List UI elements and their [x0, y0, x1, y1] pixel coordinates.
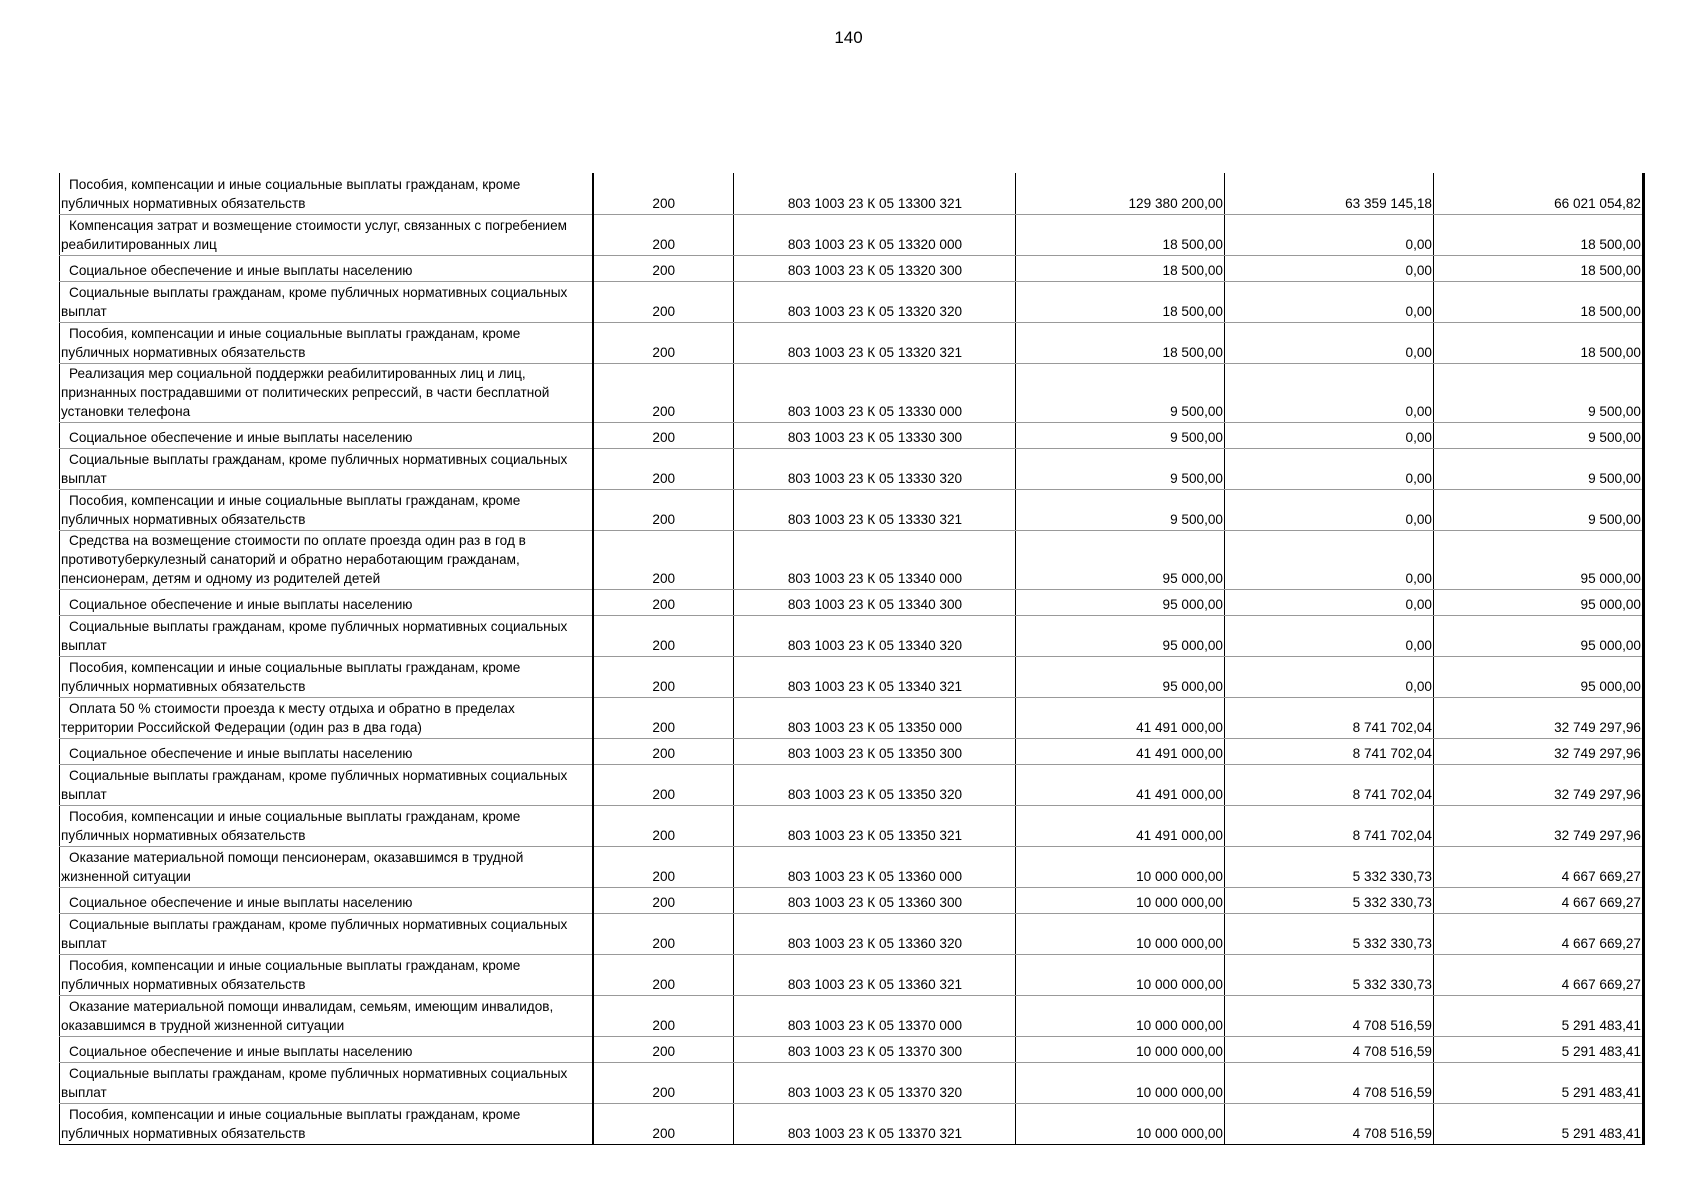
row-remaining-amount: 4 667 669,27	[1434, 887, 1644, 913]
row-remaining-amount: 9 500,00	[1434, 489, 1644, 530]
table-row	[60, 954, 1644, 995]
row-budget-classification-code: 803 1003 23 К 05 13360 320	[734, 913, 1016, 954]
row-budget-classification-code: 803 1003 23 К 05 13370 320	[734, 1062, 1016, 1103]
row-approved-amount: 41 491 000,00	[1016, 764, 1225, 805]
row-budget-classification-code: 803 1003 23 К 05 13360 321	[734, 954, 1016, 995]
row-remaining-amount: 9 500,00	[1434, 363, 1644, 422]
row-budget-classification-code: 803 1003 23 К 05 13320 320	[734, 281, 1016, 322]
row-budget-classification-code: 803 1003 23 К 05 13370 000	[734, 995, 1016, 1036]
row-executed-amount: 5 332 330,73	[1225, 913, 1434, 954]
row-budget-classification-code: 803 1003 23 К 05 13300 321	[734, 173, 1016, 214]
row-approved-amount: 9 500,00	[1016, 448, 1225, 489]
row-name: Пособия, компенсации и иные социальные выплаты гражданам, кроме публичных нормативных обязательств	[60, 656, 593, 697]
row-remaining-amount: 95 000,00	[1434, 589, 1644, 615]
row-executed-amount: 8 741 702,04	[1225, 805, 1434, 846]
row-approved-amount: 10 000 000,00	[1016, 995, 1225, 1036]
row-line-code: 200	[593, 764, 734, 805]
row-line-code: 200	[593, 173, 734, 214]
row-line-code: 200	[593, 995, 734, 1036]
row-name: Средства на возмещение стоимости по оплате проезда один раз в год в противотуберкулезный санаторий и обратно неработающим гражданам, пенсионерам, детям и одному из родителей детей	[60, 530, 593, 589]
page-number: 140	[834, 28, 863, 47]
row-executed-amount: 0,00	[1225, 530, 1434, 589]
table-row	[60, 615, 1644, 656]
row-remaining-amount: 4 667 669,27	[1434, 846, 1644, 887]
table-row	[60, 738, 1644, 764]
row-executed-amount: 0,00	[1225, 281, 1434, 322]
row-executed-amount: 0,00	[1225, 422, 1434, 448]
row-approved-amount: 41 491 000,00	[1016, 697, 1225, 738]
row-remaining-amount: 5 291 483,41	[1434, 1062, 1644, 1103]
row-line-code: 200	[593, 489, 734, 530]
row-remaining-amount: 18 500,00	[1434, 255, 1644, 281]
row-name: Пособия, компенсации и иные социальные выплаты гражданам, кроме публичных нормативных обязательств	[60, 489, 593, 530]
row-budget-classification-code: 803 1003 23 К 05 13340 321	[734, 656, 1016, 697]
row-remaining-amount: 32 749 297,96	[1434, 764, 1644, 805]
row-line-code: 200	[593, 322, 734, 363]
row-name: Пособия, компенсации и иные социальные выплаты гражданам, кроме публичных нормативных обязательств	[60, 1103, 593, 1144]
table-row	[60, 1103, 1644, 1144]
row-line-code: 200	[593, 615, 734, 656]
row-name: Пособия, компенсации и иные социальные выплаты гражданам, кроме публичных нормативных обязательств	[60, 173, 593, 214]
row-line-code: 200	[593, 738, 734, 764]
row-remaining-amount: 32 749 297,96	[1434, 697, 1644, 738]
row-approved-amount: 41 491 000,00	[1016, 805, 1225, 846]
row-budget-classification-code: 803 1003 23 К 05 13350 321	[734, 805, 1016, 846]
table-row	[60, 1036, 1644, 1062]
row-budget-classification-code: 803 1003 23 К 05 13330 000	[734, 363, 1016, 422]
row-line-code: 200	[593, 846, 734, 887]
row-budget-classification-code: 803 1003 23 К 05 13360 000	[734, 846, 1016, 887]
table-row	[60, 281, 1644, 322]
row-budget-classification-code: 803 1003 23 К 05 13330 320	[734, 448, 1016, 489]
row-remaining-amount: 9 500,00	[1434, 422, 1644, 448]
row-name: Реализация мер социальной поддержки реабилитированных лиц и лиц, признанных пострадавшими от политических репрессий, в части бесплатной установки телефона	[60, 363, 593, 422]
row-approved-amount: 95 000,00	[1016, 589, 1225, 615]
table-row	[60, 214, 1644, 255]
row-name: Компенсация затрат и возмещение стоимости услуг, связанных с погребением реабилитированных лиц	[60, 214, 593, 255]
row-approved-amount: 10 000 000,00	[1016, 1036, 1225, 1062]
table-row	[60, 697, 1644, 738]
row-remaining-amount: 32 749 297,96	[1434, 738, 1644, 764]
row-name: Пособия, компенсации и иные социальные выплаты гражданам, кроме публичных нормативных обязательств	[60, 954, 593, 995]
row-name: Социальное обеспечение и иные выплаты населению	[60, 255, 593, 281]
row-name: Социальные выплаты гражданам, кроме публичных нормативных социальных выплат	[60, 764, 593, 805]
row-approved-amount: 18 500,00	[1016, 322, 1225, 363]
row-line-code: 200	[593, 422, 734, 448]
row-budget-classification-code: 803 1003 23 К 05 13320 321	[734, 322, 1016, 363]
table-row	[60, 805, 1644, 846]
row-line-code: 200	[593, 887, 734, 913]
row-budget-classification-code: 803 1003 23 К 05 13350 320	[734, 764, 1016, 805]
row-executed-amount: 5 332 330,73	[1225, 846, 1434, 887]
row-line-code: 200	[593, 1062, 734, 1103]
row-budget-classification-code: 803 1003 23 К 05 13320 300	[734, 255, 1016, 281]
row-line-code: 200	[593, 363, 734, 422]
row-line-code: 200	[593, 1103, 734, 1144]
row-remaining-amount: 4 667 669,27	[1434, 913, 1644, 954]
row-approved-amount: 95 000,00	[1016, 530, 1225, 589]
row-approved-amount: 18 500,00	[1016, 255, 1225, 281]
row-approved-amount: 95 000,00	[1016, 656, 1225, 697]
row-budget-classification-code: 803 1003 23 К 05 13350 000	[734, 697, 1016, 738]
row-name: Социальные выплаты гражданам, кроме публичных нормативных социальных выплат	[60, 913, 593, 954]
row-executed-amount: 5 332 330,73	[1225, 887, 1434, 913]
table-row	[60, 322, 1644, 363]
row-approved-amount: 10 000 000,00	[1016, 1062, 1225, 1103]
table-row	[60, 764, 1644, 805]
row-budget-classification-code: 803 1003 23 К 05 13320 000	[734, 214, 1016, 255]
row-executed-amount: 0,00	[1225, 489, 1434, 530]
row-approved-amount: 95 000,00	[1016, 615, 1225, 656]
row-line-code: 200	[593, 589, 734, 615]
row-remaining-amount: 95 000,00	[1434, 615, 1644, 656]
row-executed-amount: 63 359 145,18	[1225, 173, 1434, 214]
row-name: Оказание материальной помощи пенсионерам, оказавшимся в трудной жизненной ситуации	[60, 846, 593, 887]
budget-execution-table	[59, 173, 1645, 1145]
row-line-code: 200	[593, 255, 734, 281]
row-remaining-amount: 9 500,00	[1434, 448, 1644, 489]
table-row	[60, 363, 1644, 422]
row-budget-classification-code: 803 1003 23 К 05 13340 000	[734, 530, 1016, 589]
row-approved-amount: 9 500,00	[1016, 363, 1225, 422]
row-executed-amount: 8 741 702,04	[1225, 764, 1434, 805]
row-line-code: 200	[593, 954, 734, 995]
row-name: Оплата 50 % стоимости проезда к месту отдыха и обратно в пределах территории Российской Федерации (один раз в два года)	[60, 697, 593, 738]
table-row	[60, 846, 1644, 887]
row-executed-amount: 0,00	[1225, 589, 1434, 615]
table-row	[60, 887, 1644, 913]
table-row	[60, 913, 1644, 954]
row-name: Социальные выплаты гражданам, кроме публичных нормативных социальных выплат	[60, 615, 593, 656]
row-remaining-amount: 4 667 669,27	[1434, 954, 1644, 995]
row-line-code: 200	[593, 1036, 734, 1062]
row-executed-amount: 4 708 516,59	[1225, 1062, 1434, 1103]
row-line-code: 200	[593, 448, 734, 489]
table-row	[60, 1062, 1644, 1103]
row-approved-amount: 18 500,00	[1016, 281, 1225, 322]
table-row	[60, 448, 1644, 489]
row-name: Пособия, компенсации и иные социальные выплаты гражданам, кроме публичных нормативных обязательств	[60, 805, 593, 846]
table-row	[60, 489, 1644, 530]
row-budget-classification-code: 803 1003 23 К 05 13370 321	[734, 1103, 1016, 1144]
row-remaining-amount: 18 500,00	[1434, 322, 1644, 363]
row-name: Социальные выплаты гражданам, кроме публичных нормативных социальных выплат	[60, 281, 593, 322]
row-executed-amount: 0,00	[1225, 363, 1434, 422]
row-budget-classification-code: 803 1003 23 К 05 13340 320	[734, 615, 1016, 656]
row-remaining-amount: 5 291 483,41	[1434, 1036, 1644, 1062]
row-executed-amount: 0,00	[1225, 615, 1434, 656]
row-executed-amount: 4 708 516,59	[1225, 1036, 1434, 1062]
row-approved-amount: 10 000 000,00	[1016, 913, 1225, 954]
row-executed-amount: 0,00	[1225, 214, 1434, 255]
row-approved-amount: 10 000 000,00	[1016, 1103, 1225, 1144]
row-line-code: 200	[593, 281, 734, 322]
row-name: Социальное обеспечение и иные выплаты населению	[60, 589, 593, 615]
row-remaining-amount: 32 749 297,96	[1434, 805, 1644, 846]
row-executed-amount: 4 708 516,59	[1225, 995, 1434, 1036]
row-executed-amount: 8 741 702,04	[1225, 738, 1434, 764]
table-row	[60, 995, 1644, 1036]
row-approved-amount: 18 500,00	[1016, 214, 1225, 255]
row-executed-amount: 4 708 516,59	[1225, 1103, 1434, 1144]
row-approved-amount: 41 491 000,00	[1016, 738, 1225, 764]
row-executed-amount: 0,00	[1225, 322, 1434, 363]
row-approved-amount: 10 000 000,00	[1016, 846, 1225, 887]
row-budget-classification-code: 803 1003 23 К 05 13340 300	[734, 589, 1016, 615]
table-row	[60, 422, 1644, 448]
row-line-code: 200	[593, 656, 734, 697]
row-executed-amount: 0,00	[1225, 656, 1434, 697]
row-remaining-amount: 66 021 054,82	[1434, 173, 1644, 214]
row-remaining-amount: 18 500,00	[1434, 281, 1644, 322]
row-executed-amount: 8 741 702,04	[1225, 697, 1434, 738]
row-remaining-amount: 5 291 483,41	[1434, 1103, 1644, 1144]
table-row	[60, 656, 1644, 697]
row-name: Социальные выплаты гражданам, кроме публичных нормативных социальных выплат	[60, 448, 593, 489]
row-approved-amount: 10 000 000,00	[1016, 887, 1225, 913]
row-name: Социальные выплаты гражданам, кроме публичных нормативных социальных выплат	[60, 1062, 593, 1103]
row-name: Социальное обеспечение и иные выплаты населению	[60, 738, 593, 764]
row-approved-amount: 10 000 000,00	[1016, 954, 1225, 995]
row-line-code: 200	[593, 697, 734, 738]
table-row	[60, 589, 1644, 615]
row-remaining-amount: 5 291 483,41	[1434, 995, 1644, 1036]
row-line-code: 200	[593, 530, 734, 589]
row-name: Социальное обеспечение и иные выплаты населению	[60, 1036, 593, 1062]
row-budget-classification-code: 803 1003 23 К 05 13360 300	[734, 887, 1016, 913]
row-remaining-amount: 95 000,00	[1434, 656, 1644, 697]
row-remaining-amount: 95 000,00	[1434, 530, 1644, 589]
table-row	[60, 173, 1644, 214]
row-executed-amount: 0,00	[1225, 255, 1434, 281]
row-executed-amount: 5 332 330,73	[1225, 954, 1434, 995]
row-line-code: 200	[593, 214, 734, 255]
row-remaining-amount: 18 500,00	[1434, 214, 1644, 255]
row-approved-amount: 9 500,00	[1016, 489, 1225, 530]
row-approved-amount: 129 380 200,00	[1016, 173, 1225, 214]
row-budget-classification-code: 803 1003 23 К 05 13370 300	[734, 1036, 1016, 1062]
row-approved-amount: 9 500,00	[1016, 422, 1225, 448]
row-name: Социальное обеспечение и иные выплаты населению	[60, 422, 593, 448]
row-budget-classification-code: 803 1003 23 К 05 13350 300	[734, 738, 1016, 764]
row-line-code: 200	[593, 913, 734, 954]
row-budget-classification-code: 803 1003 23 К 05 13330 321	[734, 489, 1016, 530]
row-line-code: 200	[593, 805, 734, 846]
table-row	[60, 255, 1644, 281]
row-executed-amount: 0,00	[1225, 448, 1434, 489]
table-row	[60, 530, 1644, 589]
row-name: Оказание материальной помощи инвалидам, семьям, имеющим инвалидов, оказавшимся в трудной жизненной ситуации	[60, 995, 593, 1036]
row-budget-classification-code: 803 1003 23 К 05 13330 300	[734, 422, 1016, 448]
row-name: Пособия, компенсации и иные социальные выплаты гражданам, кроме публичных нормативных обязательств	[60, 322, 593, 363]
row-name: Социальное обеспечение и иные выплаты населению	[60, 887, 593, 913]
